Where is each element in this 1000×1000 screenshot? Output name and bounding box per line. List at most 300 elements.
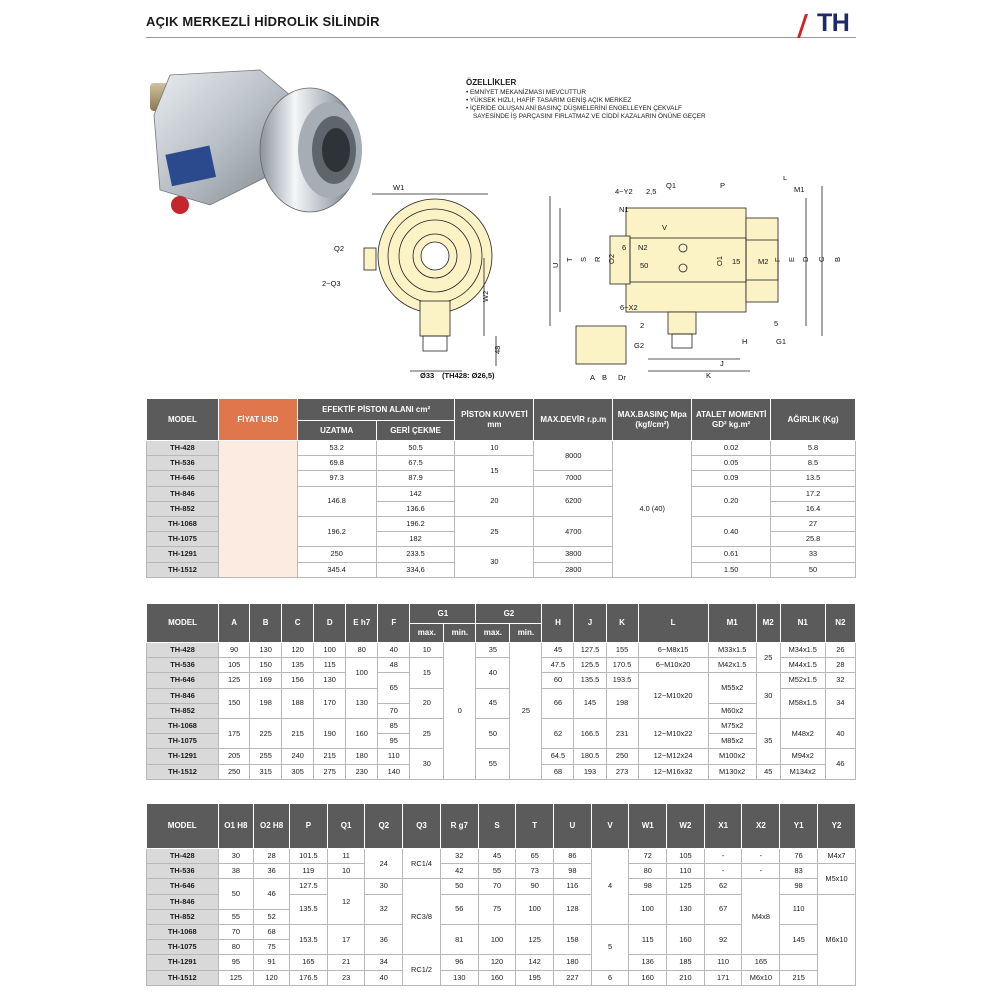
col-price: FİYAT USD — [218, 399, 297, 441]
drawing-label: W2 — [481, 290, 490, 302]
cell: 46 — [254, 879, 290, 909]
cell: 8.5 — [771, 456, 856, 471]
feature-item: SAYESİNDE İŞ PARÇASINI FIRLATMAZ VE CİDDİ KAZALARIN ÖNÜNE GEÇER — [473, 113, 706, 120]
cell: 90 — [516, 879, 554, 894]
cell: 171 — [704, 970, 742, 985]
cell: 127.5 — [574, 643, 606, 658]
cell: 75 — [254, 940, 290, 955]
cell: 98 — [629, 879, 667, 894]
model-cell: TH-536 — [147, 658, 219, 673]
cell: 193.5 — [606, 673, 638, 688]
cell: 130 — [667, 894, 705, 924]
cell: M58x1.5 — [780, 688, 825, 718]
cell: 250 — [606, 749, 638, 764]
drawing-label: 2,5 — [646, 187, 657, 196]
cell: 170 — [314, 688, 346, 718]
cell: - — [704, 864, 742, 879]
cell: 250 — [297, 547, 376, 562]
col-header: Y2 — [818, 804, 856, 849]
cell: 130 — [314, 673, 346, 688]
cell: 160 — [478, 970, 516, 985]
drawing-label: P — [720, 181, 726, 190]
cell: 98 — [780, 879, 818, 894]
cell: 34 — [825, 688, 855, 718]
cell: 0.02 — [692, 441, 771, 456]
cell: 100 — [629, 894, 667, 924]
model-cell: TH-428 — [147, 441, 219, 456]
cell: 95 — [378, 734, 410, 749]
cell: 12~M10x22 — [638, 718, 708, 748]
drawing-label: 50 — [640, 261, 649, 270]
model-cell: TH-1291 — [147, 547, 219, 562]
cell: 67.5 — [376, 456, 455, 471]
cell: 50 — [440, 879, 478, 894]
cell: 68 — [254, 924, 290, 939]
model-cell: TH-1068 — [147, 516, 219, 531]
cell: 115 — [314, 658, 346, 673]
cell: M6x10 — [742, 970, 780, 985]
drawing-label: D — [801, 256, 810, 262]
cell: 17 — [327, 924, 365, 954]
cell: 160 — [667, 924, 705, 954]
col-header: MODEL — [147, 804, 219, 849]
drawing-label: F — [773, 257, 782, 262]
cell: 24 — [365, 849, 403, 879]
drawing-label: K — [706, 371, 712, 380]
cell: 0 — [444, 643, 476, 780]
cell: 334,6 — [376, 562, 455, 577]
cell: M52x1.5 — [780, 673, 825, 688]
cell: 33 — [771, 547, 856, 562]
cell: 127.5 — [289, 879, 327, 894]
col-weight: AĞIRLIK (Kg) — [771, 399, 856, 441]
technical-drawing — [310, 176, 870, 390]
feature-item: • EMNİYET MEKANİZMASI MEVCUTTUR — [466, 89, 586, 96]
cell: M100x2 — [708, 749, 756, 764]
col-header: X2 — [742, 804, 780, 849]
cell: 188 — [282, 688, 314, 718]
cell: 35 — [756, 718, 780, 764]
cell: M55x2 — [708, 673, 756, 703]
cell: 136.6 — [376, 501, 455, 516]
col-header: Q3 — [403, 804, 441, 849]
cell: 32 — [365, 894, 403, 924]
cell: 65 — [378, 673, 410, 703]
drawing-label: (TH428: Ø26,5) — [442, 371, 495, 380]
cell: 25 — [410, 718, 444, 748]
cell: 55 — [476, 749, 510, 779]
col-max-pressure: MAX.BASINÇ Mpa (kgf/cm²) — [613, 399, 692, 441]
col-header: N2 — [825, 604, 855, 643]
drawing-label: 48 — [493, 345, 502, 354]
cell: 180 — [554, 955, 592, 970]
cell: - — [742, 849, 780, 864]
cell: M134x2 — [780, 764, 825, 779]
cell: 198 — [606, 688, 638, 718]
price-cell — [218, 441, 297, 578]
cell: 32 — [825, 673, 855, 688]
cell: 215 — [282, 718, 314, 748]
cell: 169 — [250, 673, 282, 688]
cell: 98 — [554, 864, 592, 879]
drawing-label: 4~Y2 — [615, 187, 633, 196]
cell: 0.05 — [692, 456, 771, 471]
cell: 47.5 — [542, 658, 574, 673]
col-header: T — [516, 804, 554, 849]
cell: 34 — [365, 955, 403, 970]
cell: 42 — [440, 864, 478, 879]
cell: 48 — [378, 658, 410, 673]
cell: 27 — [771, 516, 856, 531]
col-header: R g7 — [440, 804, 478, 849]
cell: 315 — [250, 764, 282, 779]
table-row — [147, 970, 856, 985]
cell: 128 — [554, 894, 592, 924]
cell: 105 — [667, 849, 705, 864]
cell: 83 — [780, 864, 818, 879]
cell: 4700 — [534, 516, 613, 546]
drawing-label: M2 — [758, 257, 769, 266]
cell: 12~M12x24 — [638, 749, 708, 764]
cell: 8000 — [534, 441, 613, 471]
cell: 20 — [410, 688, 444, 718]
cell: 142 — [376, 486, 455, 501]
cell: 25 — [756, 643, 780, 673]
drawing-label: Dr — [618, 373, 626, 382]
drawing-label: J — [720, 359, 724, 368]
cell: 6~M8x15 — [638, 643, 708, 658]
drawing-label: V — [662, 223, 668, 232]
cell: 35 — [476, 643, 510, 658]
cell: 65 — [516, 849, 554, 864]
cell: 45 — [542, 643, 574, 658]
drawing-label: T — [565, 257, 574, 262]
cell: 52 — [254, 909, 290, 924]
feature-item: • YÜKSEK HIZLI, HAFİF TASARIM GENİŞ AÇIK MERKEZ — [466, 97, 632, 104]
cell: 16.4 — [771, 501, 856, 516]
cell: 96 — [440, 955, 478, 970]
cell: 50 — [476, 718, 510, 748]
cell: 120 — [254, 970, 290, 985]
cell: 25 — [510, 643, 542, 780]
model-cell: TH-852 — [147, 909, 219, 924]
cell: 28 — [254, 849, 290, 864]
drawing-label: U — [551, 262, 560, 268]
cell: 116 — [554, 879, 592, 894]
cell: 64.5 — [542, 749, 574, 764]
drawing-label: B — [833, 256, 842, 262]
cell: 130 — [440, 970, 478, 985]
cell: 5.8 — [771, 441, 856, 456]
cell: 136 — [629, 955, 667, 970]
drawing-label: G1 — [776, 337, 787, 346]
col-header: Y1 — [780, 804, 818, 849]
drawing-label: B — [602, 373, 608, 382]
model-cell: TH-1291 — [147, 955, 219, 970]
col-subheader: min. — [444, 624, 476, 643]
model-cell: TH-1075 — [147, 940, 219, 955]
cell: 135.5 — [574, 673, 606, 688]
col-header: K — [606, 604, 638, 643]
cell: 255 — [250, 749, 282, 764]
cell: 21 — [327, 955, 365, 970]
cell: 45 — [756, 764, 780, 779]
cell: 62 — [542, 718, 574, 748]
cell: 100 — [314, 643, 346, 658]
cell: 110 — [378, 749, 410, 764]
cell: 38 — [218, 864, 254, 879]
table-row — [147, 849, 856, 864]
col-header: C — [282, 604, 314, 643]
cell: M6x10 — [818, 894, 856, 985]
col-header: M1 — [708, 604, 756, 643]
cell: 230 — [346, 764, 378, 779]
col-header: E h7 — [346, 604, 378, 643]
table-row — [147, 749, 856, 764]
cell: 135.5 — [289, 894, 327, 924]
cell: 140 — [378, 764, 410, 779]
cell: 250 — [219, 764, 250, 779]
cell: 55 — [478, 864, 516, 879]
cell: 80 — [629, 864, 667, 879]
cell: M5x10 — [818, 864, 856, 894]
cell: 46 — [825, 749, 855, 779]
cell: RC1/2 — [403, 955, 441, 985]
col-header: A — [219, 604, 250, 643]
cell: 6~M10x20 — [638, 658, 708, 673]
features-section — [466, 78, 786, 121]
cell: 62 — [704, 879, 742, 894]
brand-name: TH — [817, 9, 850, 37]
col-header: B — [250, 604, 282, 643]
cell: 10 — [327, 864, 365, 879]
drawing-label: 5 — [774, 319, 779, 328]
col-retract: GERİ ÇEKME — [376, 421, 455, 441]
cell: M42x1.5 — [708, 658, 756, 673]
cell: 2800 — [534, 562, 613, 577]
cell: 70 — [478, 879, 516, 894]
cell: M85x2 — [708, 734, 756, 749]
cell: 0.61 — [692, 547, 771, 562]
drawing-label: L — [783, 176, 788, 182]
col-subheader: min. — [510, 624, 542, 643]
cell: 196.2 — [297, 516, 376, 546]
cell: 0.40 — [692, 516, 771, 546]
col-extend: UZATMA — [297, 421, 376, 441]
col-header: W1 — [629, 804, 667, 849]
cell: 0.20 — [692, 486, 771, 516]
model-cell: TH-1512 — [147, 764, 219, 779]
cell: 125 — [218, 970, 254, 985]
cell: 50 — [218, 879, 254, 909]
cell: 23 — [327, 970, 365, 985]
model-cell: TH-1068 — [147, 718, 219, 733]
col-header: H — [542, 604, 574, 643]
features-title: ÖZELLİKLER — [466, 78, 517, 87]
cell: 158 — [554, 924, 592, 954]
drawing-label: Ø33 — [420, 371, 435, 380]
drawing-label: O2 — [607, 253, 616, 264]
cell: 101.5 — [289, 849, 327, 864]
col-header: M2 — [756, 604, 780, 643]
col-header: X1 — [704, 804, 742, 849]
table-row — [147, 643, 856, 658]
col-header: Q2 — [365, 804, 403, 849]
cell: 75 — [478, 894, 516, 924]
drawing-label: N2 — [638, 243, 648, 252]
cell: 11 — [327, 849, 365, 864]
drawing-label: S — [579, 256, 588, 262]
cell: 86 — [554, 849, 592, 864]
cell: 40 — [825, 718, 855, 748]
cell: - — [704, 849, 742, 864]
cell: 45 — [476, 688, 510, 718]
drawing-label: N1 — [619, 205, 629, 214]
drawing-label: 15 — [732, 257, 741, 266]
cell: 227 — [554, 970, 592, 985]
cell: 120 — [282, 643, 314, 658]
cell: 97.3 — [297, 471, 376, 486]
cell: 10 — [410, 643, 444, 658]
cell: 25.8 — [771, 532, 856, 547]
col-stroke: PİSTON KUVVETİ mm — [455, 399, 534, 441]
col-inertia: ATALET MOMENTİ GD² kg.m² — [692, 399, 771, 441]
drawing-label: W1 — [393, 183, 405, 192]
col-header: N1 — [780, 604, 825, 643]
col-model: MODEL — [147, 399, 219, 441]
header-divider — [146, 37, 856, 38]
cell: 67 — [704, 894, 742, 924]
col-header: W2 — [667, 804, 705, 849]
col-header: G1 — [410, 604, 476, 624]
cell: 85 — [378, 718, 410, 733]
cell: 240 — [282, 749, 314, 764]
cell: 10 — [455, 441, 534, 456]
cell: 176.5 — [289, 970, 327, 985]
cell: 30 — [410, 749, 444, 779]
cell: 60 — [542, 673, 574, 688]
cell: 180 — [346, 749, 378, 764]
cell: 68 — [542, 764, 574, 779]
model-cell: TH-1075 — [147, 532, 219, 547]
cell: 40 — [365, 970, 403, 985]
cell: 0.09 — [692, 471, 771, 486]
drawing-label: M1 — [794, 185, 805, 194]
drawing-label: E — [787, 256, 796, 262]
cell: 30 — [756, 673, 780, 719]
cell: 305 — [282, 764, 314, 779]
model-cell: TH-646 — [147, 471, 219, 486]
cell: 190 — [314, 718, 346, 748]
cell: 76 — [780, 849, 818, 864]
model-cell: TH-646 — [147, 879, 219, 894]
cell: 145 — [574, 688, 606, 718]
drawing-label: R — [593, 256, 602, 262]
col-header: O1 H8 — [218, 804, 254, 849]
cell: 30 — [365, 879, 403, 894]
drawing-label: 6~X2 — [620, 303, 638, 312]
col-header: L — [638, 604, 708, 643]
model-cell: TH-536 — [147, 456, 219, 471]
cell: M44x1.5 — [780, 658, 825, 673]
cell: 198 — [250, 688, 282, 718]
model-cell: TH-1512 — [147, 970, 219, 985]
cell: 160 — [629, 970, 667, 985]
table-row — [147, 441, 856, 456]
cell: 146.8 — [297, 486, 376, 516]
cell: 345.4 — [297, 562, 376, 577]
cell: 30 — [218, 849, 254, 864]
cell: 25 — [455, 516, 534, 546]
cell: M75x2 — [708, 718, 756, 733]
cell: 205 — [219, 749, 250, 764]
cell: 5 — [591, 924, 629, 970]
cell: 40 — [476, 658, 510, 688]
cell: 225 — [250, 718, 282, 748]
col-header: MODEL — [147, 604, 219, 643]
cell: 12~M10x20 — [638, 673, 708, 719]
cell: 87.9 — [376, 471, 455, 486]
cell: 142 — [516, 955, 554, 970]
cell: 13.5 — [771, 471, 856, 486]
cell: 119 — [289, 864, 327, 879]
model-cell: TH-1068 — [147, 924, 219, 939]
cell: 12~M16x32 — [638, 764, 708, 779]
model-cell: TH-852 — [147, 501, 219, 516]
cell: 175 — [219, 718, 250, 748]
cell: 156 — [282, 673, 314, 688]
cell: 110 — [667, 864, 705, 879]
cell: 6200 — [534, 486, 613, 516]
table-row — [147, 955, 856, 970]
col-subheader: max. — [476, 624, 510, 643]
cell: 125 — [219, 673, 250, 688]
cell: 50.5 — [376, 441, 455, 456]
cell: 40 — [378, 643, 410, 658]
cell: 180.5 — [574, 749, 606, 764]
cell: 55 — [218, 909, 254, 924]
cell: 165 — [289, 955, 327, 970]
cell: 100 — [478, 924, 516, 954]
cell: 3800 — [534, 547, 613, 562]
model-cell: TH-846 — [147, 486, 219, 501]
drawing-label: 6 — [622, 243, 627, 252]
cell: M60x2 — [708, 703, 756, 718]
cell: 7000 — [534, 471, 613, 486]
cell: 80 — [346, 643, 378, 658]
drawing-label: C — [817, 256, 826, 262]
col-header: F — [378, 604, 410, 643]
cell: 195 — [516, 970, 554, 985]
cell: 215 — [314, 749, 346, 764]
drawing-label: A — [590, 373, 596, 382]
model-cell: TH-1075 — [147, 734, 219, 749]
cell: M48x2 — [780, 718, 825, 748]
model-cell: TH-846 — [147, 894, 219, 909]
specs-table-1 — [146, 398, 856, 578]
cell: 155 — [606, 643, 638, 658]
cell: 125.5 — [574, 658, 606, 673]
cell: 69.8 — [297, 456, 376, 471]
cell: 100 — [516, 894, 554, 924]
cell: 73 — [516, 864, 554, 879]
drawing-label: 2 — [640, 321, 645, 330]
cell: - — [742, 864, 780, 879]
col-header: O2 H8 — [254, 804, 290, 849]
cell: 130 — [250, 643, 282, 658]
cell: 110 — [780, 894, 818, 924]
cell: M130x2 — [708, 764, 756, 779]
